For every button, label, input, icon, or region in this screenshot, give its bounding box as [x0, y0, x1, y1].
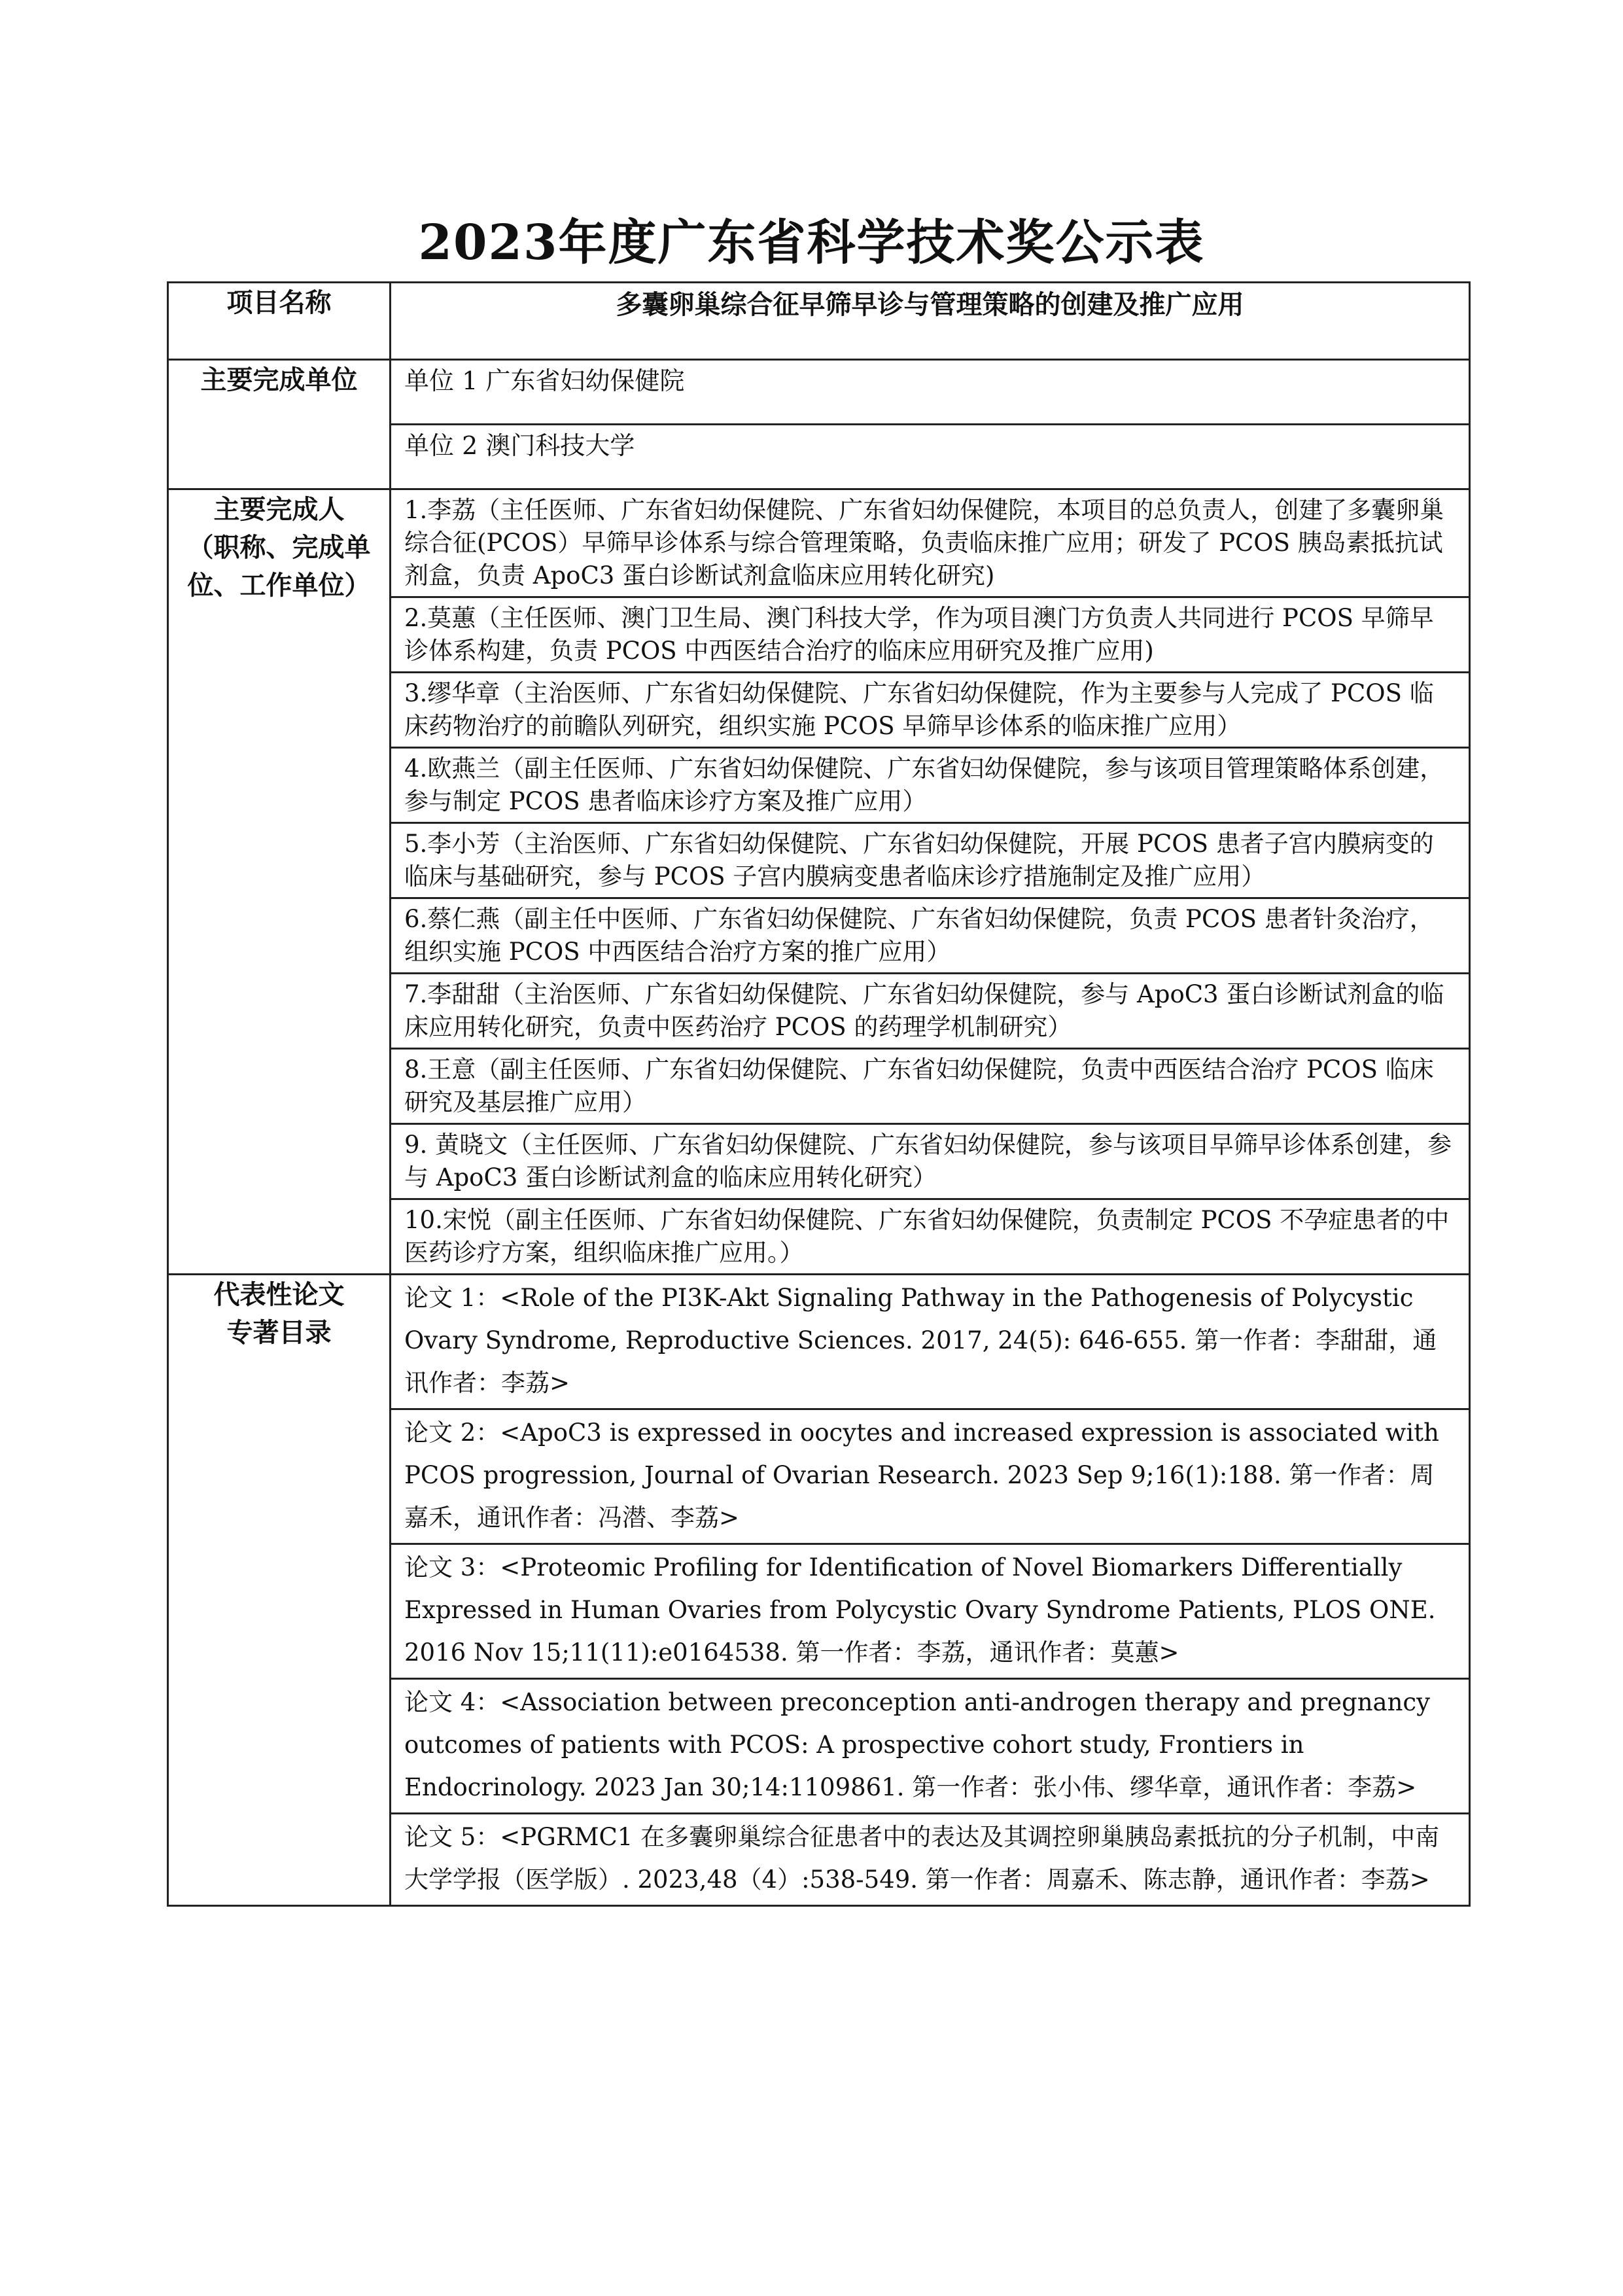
person-item: 3.缪华章（主治医师、广东省妇幼保健院、广东省妇幼保健院，作为主要参与人完成了 PCOS 临床药物治疗的前瞻队列研究，组织实施 PCOS 早筛早诊体系的临床推广应用） [391, 673, 1470, 748]
papers-label-line: 代表性论文 [213, 1280, 345, 1310]
persons-label-line: 主要完成人 [213, 495, 345, 525]
paper-item: 论文 5：<PGRMC1 在多囊卵巢综合征患者中的表达及其调控卵巢胰岛素抵抗的分子机制，中南大学学报（医学版）. 2023,48（4）:538-549. 第一作者：周嘉禾、陈志静，通讯作者：李荔> [391, 1814, 1470, 1906]
person-item: 7.李甜甜（主治医师、广东省妇幼保健院、广东省妇幼保健院，参与 ApoC3 蛋白诊断试剂盒的临床应用转化研究，负责中医药治疗 PCOS 的药理学机制研究） [391, 974, 1470, 1049]
person-item: 2.莫蕙（主任医师、澳门卫生局、澳门科技大学，作为项目澳门方负责人共同进行 PCOS 早筛早诊体系构建，负责 PCOS 中西医结合治疗的临床应用研究及推广应用) [391, 597, 1470, 673]
papers-label-line: 专著目录 [226, 1318, 332, 1348]
paper-item: 论文 2：<ApoC3 is expressed in oocytes and increased expression is associated with PCOS progression, Journal of Ovarian Research. 2023 Sep 9;16(1):188. 第一作者：周嘉禾，通讯作者：冯潜、李荔> [391, 1409, 1470, 1544]
unit-item: 单位 1 广东省妇幼保健院 [391, 360, 1470, 425]
project-label: 项目名称 [168, 283, 391, 360]
award-table [167, 281, 1471, 1907]
person-item: 5.李小芳（主治医师、广东省妇幼保健院、广东省妇幼保健院，开展 PCOS 患者子宫内膜病变的临床与基础研究，参与 PCOS 子宫内膜病变患者临床诊疗措施制定及推广应用） [391, 823, 1470, 898]
persons-label-line: （职称、完成单 [187, 533, 371, 563]
persons-label [168, 489, 391, 1275]
person-item: 4.欧燕兰（副主任医师、广东省妇幼保健院、广东省妇幼保健院，参与该项目管理策略体系创建，参与制定 PCOS 患者临床诊疗方案及推广应用） [391, 748, 1470, 823]
unit-row [168, 360, 1470, 425]
paper-row [168, 1275, 1470, 1409]
project-row [168, 283, 1470, 360]
paper-item: 论文 4：<Association between preconception anti-androgen therapy and pregnancy outcomes of patients with PCOS: A prospective cohort study, Frontiers in Endocrinology. 2023 Jan 30;14:1109861. 第一作者：张小伟、缪华章，通讯作者：李荔> [391, 1679, 1470, 1814]
person-item: 8.王意（副主任医师、广东省妇幼保健院、广东省妇幼保健院，负责中西医结合治疗 PCOS 临床研究及基层推广应用） [391, 1049, 1470, 1124]
page-title: 2023年度广东省科学技术奖公示表 [418, 215, 1205, 271]
person-item: 10.宋悦（副主任医师、广东省妇幼保健院、广东省妇幼保健院，负责制定 PCOS 不孕症患者的中医药诊疗方案，组织临床推广应用。） [391, 1199, 1470, 1275]
paper-item: 论文 3：<Proteomic Profiling for Identification of Novel Biomarkers Differentially Expressed in Human Ovaries from Polycystic Ovary Syndrome Patients, PLOS ONE. 2016 Nov 15;11(11):e0164538. 第一作者：李荔，通讯作者：莫蕙> [391, 1544, 1470, 1679]
project-name: 多囊卵巢综合征早筛早诊与管理策略的创建及推广应用 [391, 283, 1470, 360]
paper-item: 论文 1：<Role of the PI3K-Akt Signaling Pathway in the Pathogenesis of Polycystic Ovary Syndrome, Reproductive Sciences. 2017, 24(5): 646-655. 第一作者：李甜甜，通讯作者：李荔> [391, 1275, 1470, 1409]
unit-item: 单位 2 澳门科技大学 [391, 425, 1470, 489]
units-label: 主要完成单位 [168, 360, 391, 489]
persons-label-line: 位、工作单位） [187, 571, 371, 601]
person-item: 1.李荔（主任医师、广东省妇幼保健院、广东省妇幼保健院，本项目的总负责人，创建了多囊卵巢综合征(PCOS）早筛早诊体系与综合管理策略，负责临床推广应用；研发了 PCOS 胰岛素抵抗试剂盒，负责 ApoC3 蛋白诊断试剂盒临床应用转化研究) [391, 489, 1470, 597]
papers-label [168, 1275, 391, 1906]
person-item: 6.蔡仁燕（副主任中医师、广东省妇幼保健院、广东省妇幼保健院，负责 PCOS 患者针灸治疗，组织实施 PCOS 中西医结合治疗方案的推广应用） [391, 898, 1470, 974]
person-item: 9. 黄晓文（主任医师、广东省妇幼保健院、广东省妇幼保健院，参与该项目早筛早诊体系创建，参与 ApoC3 蛋白诊断试剂盒的临床应用转化研究） [391, 1124, 1470, 1199]
person-row [168, 489, 1470, 597]
